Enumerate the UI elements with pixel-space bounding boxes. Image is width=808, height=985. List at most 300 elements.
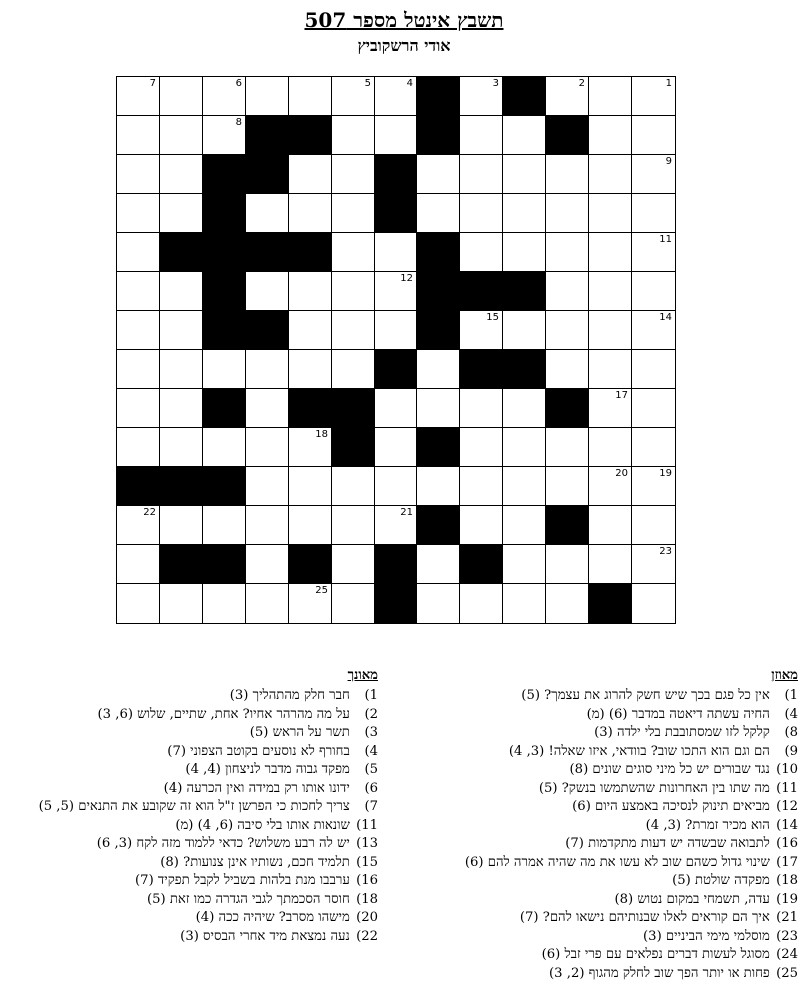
black-cell <box>417 428 460 467</box>
grid-cell[interactable] <box>375 506 417 545</box>
grid-cell[interactable] <box>160 116 203 155</box>
grid-cell[interactable] <box>546 584 589 623</box>
down-clue <box>3 891 378 910</box>
grid-cell[interactable] <box>332 311 375 350</box>
down-clue <box>3 909 378 928</box>
black-cell <box>375 194 417 233</box>
grid-cell[interactable] <box>117 272 160 311</box>
clue-label-number: 21) <box>776 910 798 925</box>
black-cell <box>546 506 589 545</box>
down-clue <box>3 817 378 836</box>
grid-cell[interactable] <box>503 233 546 272</box>
across-clue <box>408 706 798 725</box>
grid-cell[interactable] <box>417 155 460 194</box>
across-clue <box>408 724 798 743</box>
grid-cell[interactable] <box>503 311 546 350</box>
grid-cell[interactable] <box>375 311 417 350</box>
across-clue <box>408 909 798 928</box>
black-cell <box>417 311 460 350</box>
grid-cell[interactable] <box>289 584 332 623</box>
grid-cell[interactable] <box>546 467 589 506</box>
black-cell <box>332 389 375 428</box>
across-clue <box>408 965 798 984</box>
grid-cell[interactable] <box>632 545 675 584</box>
grid-cell[interactable] <box>332 584 375 623</box>
down-clue <box>3 743 378 762</box>
grid-cell[interactable] <box>546 311 589 350</box>
crossword-grid <box>116 76 676 624</box>
black-cell <box>160 233 203 272</box>
grid-cell[interactable] <box>160 272 203 311</box>
grid-cell[interactable] <box>460 77 503 116</box>
grid-cell[interactable] <box>160 428 203 467</box>
black-cell <box>203 155 246 194</box>
clue-number: 12 <box>400 273 413 284</box>
clue-text: שונאות אותו בלי סיבה (6, 4) (מ) <box>175 817 354 833</box>
grid-cell[interactable] <box>460 311 503 350</box>
across-clue <box>408 798 798 817</box>
clue-number: 18 <box>315 429 328 440</box>
grid-cell[interactable] <box>503 467 546 506</box>
black-cell <box>417 233 460 272</box>
grid-cell[interactable] <box>589 350 632 389</box>
grid-cell[interactable] <box>203 77 246 116</box>
down-clue <box>3 706 378 725</box>
grid-cell[interactable] <box>589 77 632 116</box>
clue-label-number: 16) <box>776 836 798 851</box>
grid-cell[interactable] <box>289 272 332 311</box>
grid-cell[interactable] <box>632 194 675 233</box>
grid-cell[interactable] <box>289 155 332 194</box>
clue-label-number: 22) <box>356 928 378 944</box>
clue-label-number: 23) <box>776 928 798 944</box>
grid-cell[interactable] <box>332 116 375 155</box>
clue-text: חוסר הסכמתך לגבי הגדרה כמו זאת (5) <box>146 891 354 907</box>
clue-number: 3 <box>492 78 499 89</box>
clue-number: 17 <box>615 390 628 401</box>
clue-label-number: 16) <box>356 873 378 888</box>
clue-label-number: 11) <box>356 817 378 833</box>
grid-cell[interactable] <box>117 233 160 272</box>
clue-number: 24 <box>615 585 628 596</box>
down-clue <box>3 928 378 947</box>
grid-cell[interactable] <box>546 77 589 116</box>
across-clue <box>408 817 798 836</box>
clue-label-number: 15) <box>356 854 378 870</box>
grid-cell[interactable] <box>589 116 632 155</box>
black-cell <box>246 116 289 155</box>
grid-cell[interactable] <box>289 77 332 116</box>
clue-text: תלמיד חכם, נשותיו אינן צנועות? (8) <box>160 854 354 870</box>
clue-text: קלקל לזו שמסתובבת בלי ילדה (3) <box>594 725 774 740</box>
grid-cell[interactable] <box>375 428 417 467</box>
grid-cell[interactable] <box>632 116 675 155</box>
grid-cell[interactable] <box>460 155 503 194</box>
black-cell <box>589 584 632 623</box>
black-cell <box>417 77 460 116</box>
grid-cell[interactable] <box>632 155 675 194</box>
grid-cell[interactable] <box>546 272 589 311</box>
grid-cell[interactable] <box>375 389 417 428</box>
grid-cell[interactable] <box>289 506 332 545</box>
clue-text: נעה נמצאת מיד אחרי הבסיס (3) <box>180 928 354 944</box>
clue-text: מפקדה שולטת (5) <box>672 873 774 888</box>
black-cell <box>289 233 332 272</box>
clue-label-number: 7) <box>364 799 378 814</box>
grid-cell[interactable] <box>289 467 332 506</box>
clue-text: מפקד גבוה מדבר לניצחון (4, 4) <box>185 762 354 777</box>
grid-cell[interactable] <box>246 350 289 389</box>
across-clue <box>408 780 798 799</box>
grid-cell[interactable] <box>289 194 332 233</box>
grid-cell[interactable] <box>246 506 289 545</box>
black-cell <box>460 545 503 584</box>
clue-text: עדה, תשמחי במקום נטוש (8) <box>614 891 774 907</box>
across-clue <box>408 946 798 965</box>
grid-cell[interactable] <box>417 194 460 233</box>
clue-label-number: 11) <box>776 780 798 796</box>
clue-label-number: 5) <box>364 762 378 777</box>
grid-cell[interactable] <box>117 545 160 584</box>
grid-cell[interactable] <box>460 428 503 467</box>
grid-cell[interactable] <box>375 272 417 311</box>
puzzle-author: אודי הרשקוביץ <box>357 36 451 55</box>
grid-cell[interactable] <box>589 272 632 311</box>
grid-cell[interactable] <box>246 428 289 467</box>
clue-text: מוסלמי מימי הביניים (3) <box>643 928 774 944</box>
black-cell <box>203 467 246 506</box>
grid-cell[interactable] <box>203 428 246 467</box>
grid-cell[interactable] <box>589 155 632 194</box>
black-cell <box>503 350 546 389</box>
grid-cell[interactable] <box>117 389 160 428</box>
black-cell <box>160 467 203 506</box>
grid-cell[interactable] <box>332 77 375 116</box>
grid-cell[interactable] <box>589 389 632 428</box>
grid-cell[interactable] <box>460 584 503 623</box>
grid-cell[interactable] <box>332 467 375 506</box>
across-heading: מאוזן <box>771 668 798 683</box>
clue-label-number: 4) <box>364 743 378 759</box>
clue-number: 10 <box>400 195 413 206</box>
grid-cell[interactable] <box>160 155 203 194</box>
across-clue <box>408 835 798 854</box>
clue-text: ידונו אותו רק במידה ואין הכרעה (4) <box>163 780 354 796</box>
grid-cell[interactable] <box>203 584 246 623</box>
clue-number: 6 <box>235 78 242 89</box>
clue-number: 22 <box>143 507 156 518</box>
clue-label-number: 3) <box>364 725 378 740</box>
clue-label-number: 24) <box>776 947 798 962</box>
grid-cell[interactable] <box>546 428 589 467</box>
grid-cell[interactable] <box>417 584 460 623</box>
clue-label-number: 10) <box>776 762 798 777</box>
across-clue <box>408 872 798 891</box>
grid-cell[interactable] <box>460 194 503 233</box>
clue-number: 9 <box>665 156 672 167</box>
grid-cell[interactable] <box>246 584 289 623</box>
grid-cell[interactable] <box>375 116 417 155</box>
clue-label-number: 25) <box>776 965 798 981</box>
clue-label-number: 1) <box>784 688 798 703</box>
grid-cell[interactable] <box>160 350 203 389</box>
grid-cell[interactable] <box>589 467 632 506</box>
down-clue <box>3 724 378 743</box>
clue-text: צריך לחכות כי הפרשן ז"ל הוא זה שקובע את התנאים (5, 5) <box>38 799 354 814</box>
grid-cell[interactable] <box>632 506 675 545</box>
black-cell <box>417 272 460 311</box>
grid-cell[interactable] <box>546 194 589 233</box>
clue-label-number: 12) <box>776 799 798 814</box>
black-cell <box>203 389 246 428</box>
clue-number: 14 <box>659 312 672 323</box>
black-cell <box>375 545 417 584</box>
clue-label-number: 20) <box>356 910 378 925</box>
clue-text: פחות או יותר הפך שוב לחלק מהגוף (2, 3) <box>549 965 774 981</box>
clue-label-number: 4) <box>784 706 798 722</box>
clue-text: תשר על הראש (5) <box>249 725 354 740</box>
black-cell <box>289 389 332 428</box>
clue-number: 21 <box>400 507 413 518</box>
grid-cell[interactable] <box>503 584 546 623</box>
grid-cell[interactable] <box>503 155 546 194</box>
black-cell <box>503 77 546 116</box>
black-cell <box>460 350 503 389</box>
clue-label-number: 6) <box>364 780 378 796</box>
grid-cell[interactable] <box>160 584 203 623</box>
down-clue <box>3 854 378 873</box>
down-clue <box>3 835 378 854</box>
across-clues <box>408 667 798 983</box>
clue-label-number: 1) <box>364 688 378 703</box>
clue-number: 5 <box>364 78 371 89</box>
clue-label-number: 18) <box>776 873 798 888</box>
grid-cell[interactable] <box>503 116 546 155</box>
clue-number: 23 <box>659 546 672 557</box>
grid-cell[interactable] <box>632 428 675 467</box>
grid-cell[interactable] <box>203 116 246 155</box>
black-cell <box>203 311 246 350</box>
grid-cell[interactable] <box>503 194 546 233</box>
clue-number: 15 <box>486 312 499 323</box>
down-heading: מאונך <box>347 668 378 683</box>
clue-text: שינוי גדול כשהם שוב לא עשו את מה שהיה אמרה להם (6) <box>464 854 774 870</box>
black-cell <box>160 545 203 584</box>
grid-cell[interactable] <box>589 506 632 545</box>
grid-cell[interactable] <box>632 77 675 116</box>
clue-text: אין כל פגם בכך שיש חשק להרוג את עצמך? (5) <box>521 688 774 703</box>
clue-number: 4 <box>406 78 413 89</box>
black-cell <box>203 233 246 272</box>
grid-cell[interactable] <box>460 233 503 272</box>
clue-label-number: 18) <box>356 891 378 907</box>
grid-cell[interactable] <box>332 506 375 545</box>
black-cell <box>417 116 460 155</box>
grid-cell[interactable] <box>375 233 417 272</box>
clue-number: 8 <box>235 117 242 128</box>
grid-cell[interactable] <box>375 77 417 116</box>
grid-cell[interactable] <box>332 272 375 311</box>
grid-cell[interactable] <box>632 584 675 623</box>
grid-cell[interactable] <box>117 155 160 194</box>
clue-text: הם וגם הוא התכו שוב? בוודאי, איזו שאלה! (3, 4) <box>508 743 774 759</box>
grid-cell[interactable] <box>589 545 632 584</box>
grid-cell[interactable] <box>589 428 632 467</box>
grid-cell[interactable] <box>546 545 589 584</box>
black-cell <box>246 155 289 194</box>
grid-cell[interactable] <box>417 545 460 584</box>
grid-cell[interactable] <box>632 350 675 389</box>
clue-text: מישהו מסרב? שיהיה ככה (4) <box>195 910 354 925</box>
across-clue <box>408 891 798 910</box>
clue-label-number: 13) <box>356 836 378 851</box>
grid-cell[interactable] <box>546 155 589 194</box>
clue-text: איך הם קוראים לאלו שבנותיהם נישאו להם? (7) <box>519 910 774 925</box>
grid-cell[interactable] <box>117 77 160 116</box>
clue-text: לתבואה שבשדה יש דעות מתקדמות (7) <box>565 836 774 851</box>
across-clue <box>408 854 798 873</box>
grid-cell[interactable] <box>117 194 160 233</box>
grid-cell[interactable] <box>160 389 203 428</box>
clue-text: הוא מכיר זמרת? (3, 4) <box>645 817 774 833</box>
grid-cell[interactable] <box>246 389 289 428</box>
grid-cell[interactable] <box>503 506 546 545</box>
clue-label-number: 8) <box>784 725 798 740</box>
grid-cell[interactable] <box>289 350 332 389</box>
grid-cell[interactable] <box>160 77 203 116</box>
grid-cell[interactable] <box>203 350 246 389</box>
down-clue <box>3 798 378 817</box>
black-cell <box>289 116 332 155</box>
grid-cell[interactable] <box>332 194 375 233</box>
grid-cell[interactable] <box>332 155 375 194</box>
grid-cell[interactable] <box>503 545 546 584</box>
grid-cell[interactable] <box>117 584 160 623</box>
grid-cell[interactable] <box>632 272 675 311</box>
black-cell <box>375 584 417 623</box>
across-clue <box>408 928 798 947</box>
grid-cell[interactable] <box>460 467 503 506</box>
grid-cell[interactable] <box>503 428 546 467</box>
across-clue <box>408 761 798 780</box>
clue-text: יש לה רבע משלוש? כדאי ללמוד מזה לקח (3, 6) <box>96 836 354 851</box>
clue-text: חבר חלק מהתהליך (3) <box>229 688 354 703</box>
grid-cell[interactable] <box>503 389 546 428</box>
clue-number: 19 <box>659 468 672 479</box>
black-cell <box>117 467 160 506</box>
grid-cell[interactable] <box>417 467 460 506</box>
black-cell <box>546 116 589 155</box>
grid-cell[interactable] <box>160 311 203 350</box>
black-cell <box>289 545 332 584</box>
black-cell <box>246 311 289 350</box>
clue-number: 16 <box>400 351 413 362</box>
black-cell <box>546 389 589 428</box>
clue-number: 1 <box>665 78 672 89</box>
clue-text: על מה מהרהר אחיו? אחת, שתיים, שלוש (6, 3) <box>97 706 354 722</box>
clue-label-number: 14) <box>776 817 798 833</box>
across-clue <box>408 687 798 706</box>
black-cell <box>417 506 460 545</box>
grid-cell[interactable] <box>246 77 289 116</box>
clue-text: מסוגל לעשות דברים נפלאים עם פרי זבל (6) <box>541 947 774 962</box>
down-clue <box>3 761 378 780</box>
down-clue <box>3 780 378 799</box>
grid-cell[interactable] <box>117 350 160 389</box>
clue-text: בחורף לא נוסעים בקוטב הצפוני (7) <box>167 743 354 759</box>
grid-cell[interactable] <box>332 233 375 272</box>
grid-cell[interactable] <box>460 506 503 545</box>
grid-cell[interactable] <box>289 311 332 350</box>
black-cell <box>375 155 417 194</box>
grid-cell[interactable] <box>289 428 332 467</box>
clue-text: נגד שבורים יש כל מיני סוגים שונים (8) <box>569 762 774 777</box>
down-clue <box>3 687 378 706</box>
clue-label-number: 9) <box>784 743 798 759</box>
black-cell <box>203 272 246 311</box>
grid-cell[interactable] <box>589 311 632 350</box>
clue-text: החיה עשתה דיאטה במדבר (6) (מ) <box>586 706 774 722</box>
clue-number: 2 <box>578 78 585 89</box>
clue-number: 20 <box>615 468 628 479</box>
grid-cell[interactable] <box>546 233 589 272</box>
grid-cell[interactable] <box>632 389 675 428</box>
grid-cell[interactable] <box>160 194 203 233</box>
grid-cell[interactable] <box>375 467 417 506</box>
down-clue <box>3 872 378 891</box>
clue-text: ערבבו מנת בלהות בשביל לקבל תפקיד (7) <box>135 873 354 888</box>
grid-cell[interactable] <box>332 350 375 389</box>
across-clue <box>408 743 798 762</box>
grid-cell[interactable] <box>203 506 246 545</box>
grid-cell[interactable] <box>246 272 289 311</box>
grid-cell[interactable] <box>589 233 632 272</box>
grid-cell[interactable] <box>632 233 675 272</box>
grid-cell[interactable] <box>117 428 160 467</box>
grid-cell[interactable] <box>417 350 460 389</box>
clue-text: מה שתו בין האחרונות שהשתמשו בנשק? (5) <box>538 780 774 796</box>
grid-cell[interactable] <box>632 467 675 506</box>
grid-cell[interactable] <box>117 116 160 155</box>
clue-number: 25 <box>315 585 328 596</box>
grid-cell[interactable] <box>246 545 289 584</box>
grid-cell[interactable] <box>460 389 503 428</box>
clue-label-number: 19) <box>776 891 798 907</box>
grid-cell[interactable] <box>589 194 632 233</box>
clue-number: 11 <box>659 234 672 245</box>
grid-cell[interactable] <box>246 467 289 506</box>
clue-number: 13 <box>229 273 242 284</box>
puzzle-title: תשבץ אינטל מספר 507 <box>304 8 504 32</box>
black-cell <box>203 194 246 233</box>
grid-cell[interactable] <box>417 389 460 428</box>
black-cell <box>375 350 417 389</box>
down-clues <box>3 667 378 946</box>
grid-cell[interactable] <box>460 116 503 155</box>
black-cell <box>460 272 503 311</box>
grid-cell[interactable] <box>160 506 203 545</box>
grid-cell[interactable] <box>546 350 589 389</box>
grid-cell[interactable] <box>632 311 675 350</box>
grid-cell[interactable] <box>332 545 375 584</box>
black-cell <box>203 545 246 584</box>
grid-cell[interactable] <box>117 311 160 350</box>
clue-text: מביאים תינוק לנסיכה באמצע היום (6) <box>572 799 774 814</box>
grid-cell[interactable] <box>246 194 289 233</box>
black-cell <box>503 272 546 311</box>
black-cell <box>332 428 375 467</box>
grid-cell[interactable] <box>117 506 160 545</box>
